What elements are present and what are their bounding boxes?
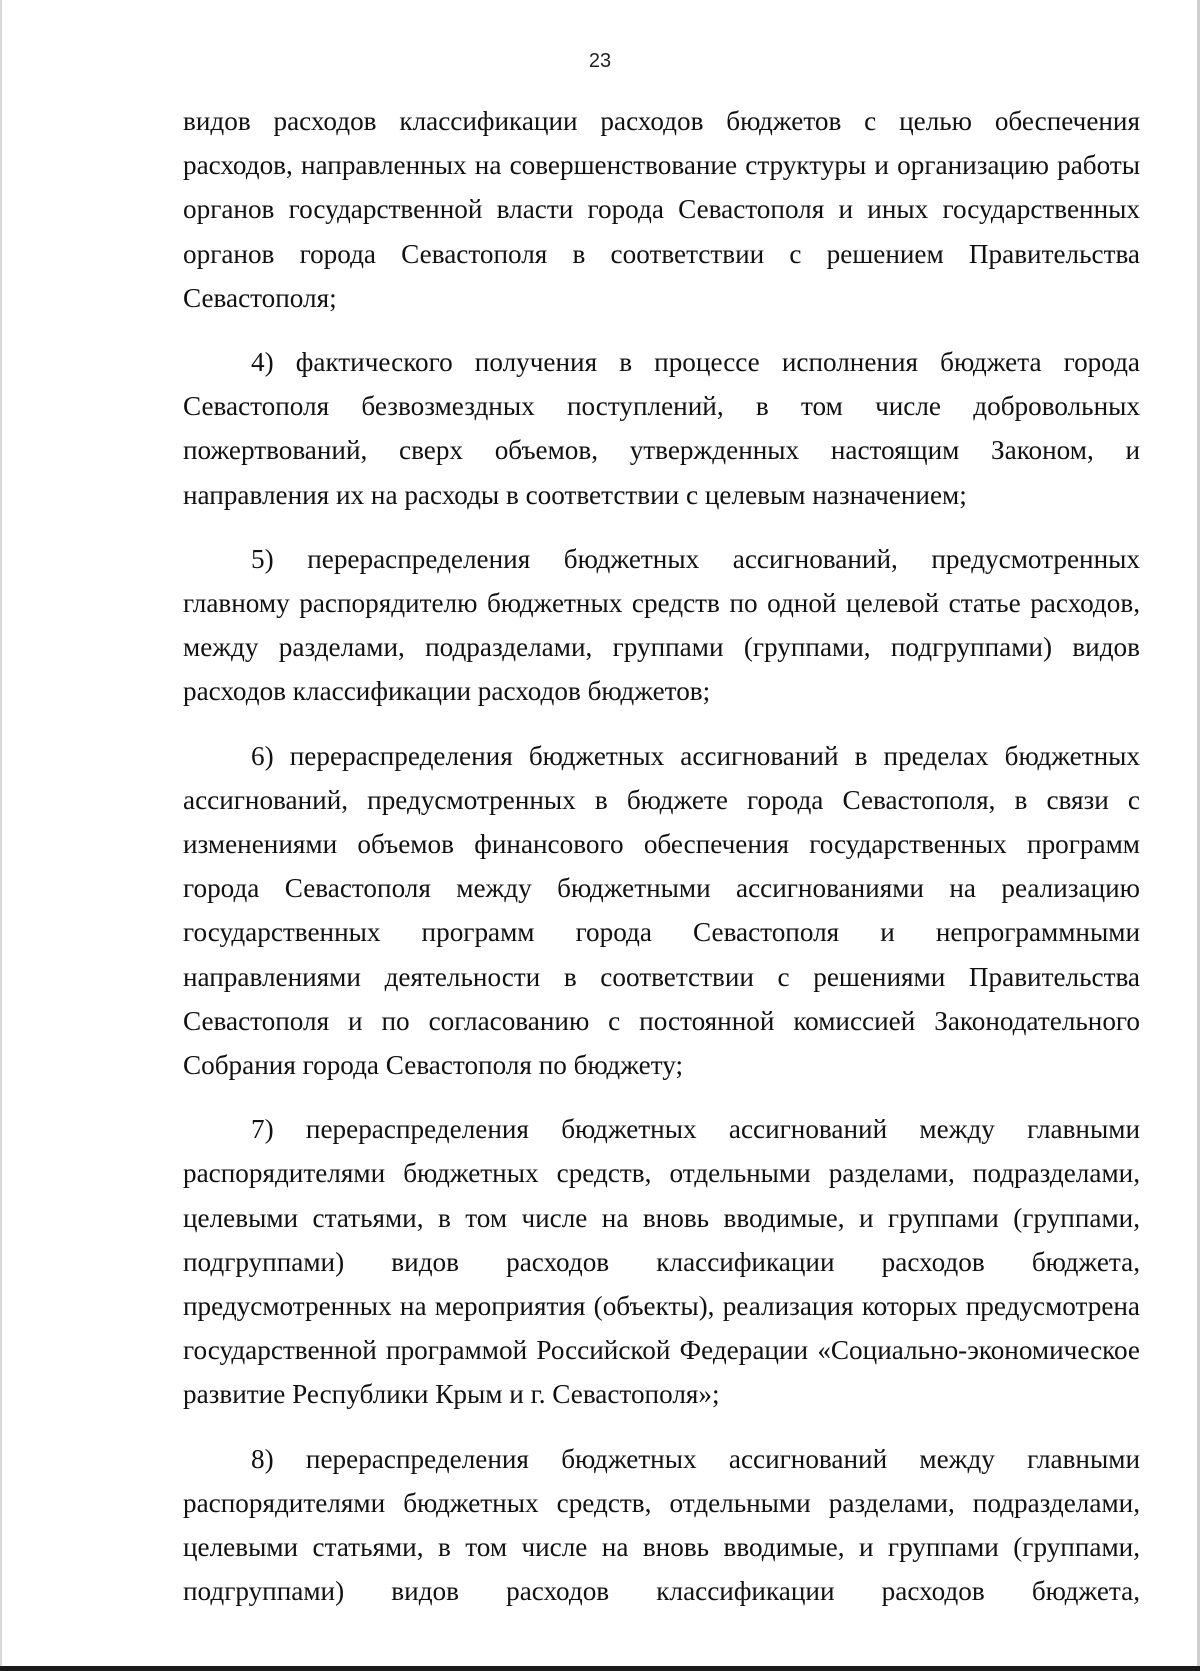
paragraph-continuation: видов расходов классификации расходов бюджетов с целью обеспечения расходов, направленных на совершенствование структуры и организацию работы органов государственной власти города Севастополя и иных государственных органов города Севастополя в соответствии с решением Правительства Севастополя; <box>183 106 1140 313</box>
paragraph-item-8: 8) перераспределения бюджетных ассигнований между главными распорядителями бюджетных средств, отдельными разделами, подразделами, целевыми статьями, в том числе на вновь вводимые, и группами (группами, подгруппами) видов расходов классификации расходов бюджета, <box>183 1443 1140 1607</box>
paragraph-item-7: 7) перераспределения бюджетных ассигнований между главными распорядителями бюджетных средств, отдельными разделами, подразделами, целевыми статьями, в том числе на вновь вводимые, и группами (группами, подгруппами) видов расходов классификации расходов бюджета, предусмотренных на мероприятия (объекты), реализация которых предусмотрена государственной программой Российской Федерации «Социально-экономическое развитие Республики Крым и г. Севастополя»; <box>183 1114 1140 1410</box>
scan-edge-left <box>0 0 2 1671</box>
paragraph-item-6: 6) перераспределения бюджетных ассигнований в пределах бюджетных ассигнований, предусмотренных в бюджете города Севастополя, в связи с изменениями объемов финансового обеспечения государственных программ города Севастополя между бюджетными ассигнованиями на реализацию государственных программ города Севастополя и непрограммными направлениями деятельности в соответствии с решениями Правительства Севастополя и по согласованию с постоянной комиссией Законодательного Собрания города Севастополя по бюджету; <box>183 740 1140 1081</box>
scan-edge-bottom <box>0 1666 1200 1671</box>
page-number: 23 <box>588 50 612 72</box>
document-body <box>183 99 1140 1614</box>
paragraph-item-5: 5) перераспределения бюджетных ассигнований, предусмотренных главному распорядителю бюджетных средств по одной целевой статье расходов, между разделами, подразделами, группами (группами, подгруппами) видов расходов классификации расходов бюджетов; <box>183 543 1140 707</box>
paragraph-item-4: 4) фактического получения в процессе исполнения бюджета города Севастополя безвозмездных поступлений, в том числе добровольных пожертвований, сверх объемов, утвержденных настоящим Законом, и направления их на расходы в соответствии с целевым назначением; <box>183 347 1140 510</box>
